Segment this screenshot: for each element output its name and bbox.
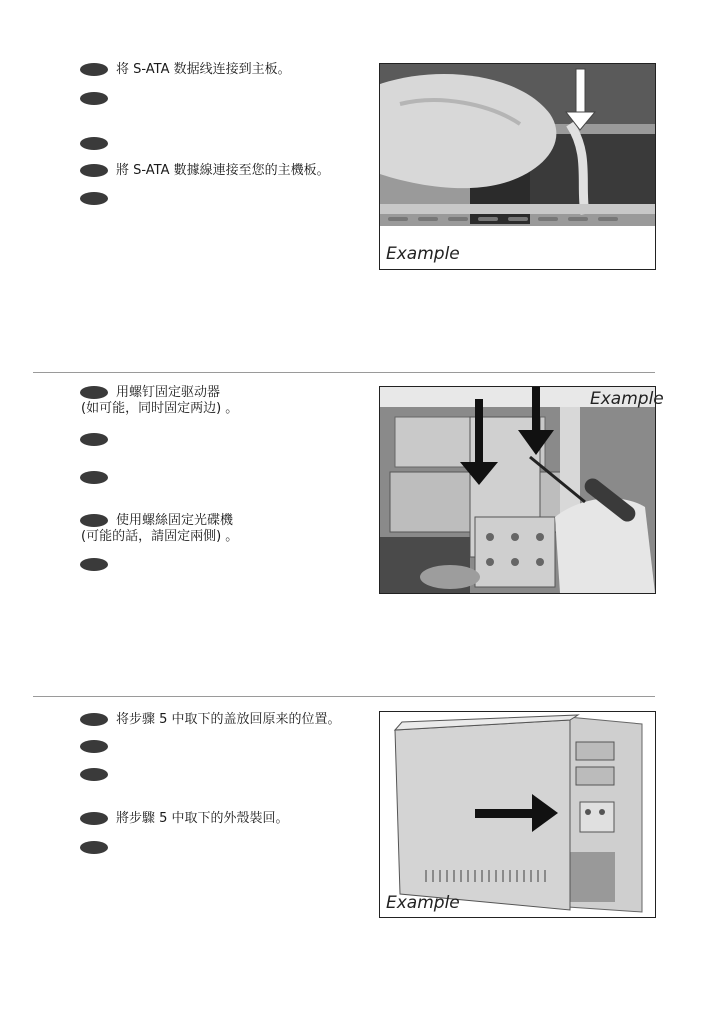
example-caption: Example — [590, 389, 664, 409]
language-bullet — [80, 192, 108, 205]
step-section-connect-cable — [0, 0, 705, 372]
instruction-text: (可能的話，請固定兩側) 。 — [81, 529, 239, 544]
language-bullet — [80, 841, 108, 854]
example-caption: Example — [386, 893, 460, 913]
language-bullet — [80, 740, 108, 753]
language-bullet — [80, 812, 108, 825]
example-photo — [379, 63, 656, 270]
language-bullet — [80, 137, 108, 150]
language-bullet — [80, 471, 108, 484]
step-section-replace-cover — [0, 697, 705, 1021]
language-bullet — [80, 558, 108, 571]
language-bullet — [80, 92, 108, 105]
instruction-text: (如可能，同时固定两边) 。 — [81, 401, 239, 416]
photo-cable-motherboard — [380, 64, 655, 269]
language-bullet — [80, 514, 108, 527]
language-bullet — [80, 63, 108, 76]
step-section-fix-drive — [0, 373, 705, 696]
example-caption: Example — [386, 244, 460, 264]
language-bullet — [80, 713, 108, 726]
instruction-text: 使用螺絲固定光碟機 — [116, 513, 234, 528]
example-photo — [379, 386, 664, 594]
language-bullet — [80, 433, 108, 446]
instruction-text: 将 S-ATA 数据线连接到主板。 — [116, 62, 291, 77]
example-photo — [379, 711, 656, 918]
instruction-text: 用螺钉固定驱动器 — [116, 385, 221, 400]
instruction-text: 將 S-ATA 數據線連接至您的主機板。 — [116, 163, 330, 178]
photo-screw-drive — [380, 387, 655, 593]
instruction-text: 将步骤 5 中取下的盖放回原来的位置。 — [116, 712, 341, 727]
language-bullet — [80, 164, 108, 177]
photo-replace-cover — [380, 712, 655, 917]
language-bullet — [80, 768, 108, 781]
instruction-text: 將步驟 5 中取下的外殼裝回。 — [116, 811, 289, 826]
language-bullet — [80, 386, 108, 399]
